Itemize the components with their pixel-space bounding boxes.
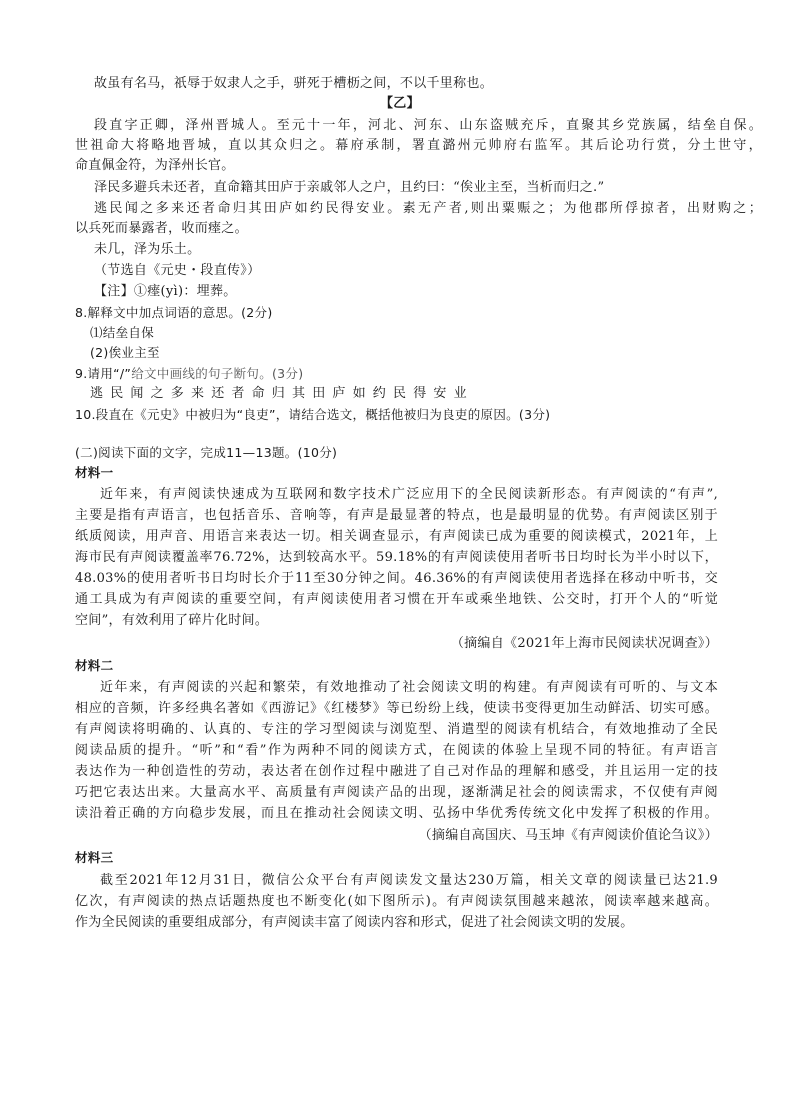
yi-p3-line-1: 逃民闻之多来还者命归其田庐如约民得安业。素无产者,则出粟赈之；为他郡所俘掠者，出财购之； bbox=[94, 201, 762, 216]
material-1-line-5: 48.03%的使用者听书日均时长介于11至30分钟之间。46.36%的有声阅读使用者选择在移动中听书，交 bbox=[75, 571, 718, 586]
material-2-source: （摘编自高国庆、马玉坤《有声阅读价值论刍议》） bbox=[418, 828, 718, 843]
material-1-line-2: 主要是指有声语言，也包括音乐、音响等，有声是最显著的特点，也是最明显的优势。有声阅读区别于 bbox=[75, 508, 718, 523]
q8-item-2: (2)俟业主至 bbox=[90, 345, 160, 360]
yi-p1-line-1: 段直字正卿，泽州晋城人。至元十一年，河北、河东、山东盗贼充斥，直聚其乡党族属，结垒自保。 bbox=[94, 118, 762, 133]
yi-p1-line-3: 命直佩金符，为泽州长官。 bbox=[75, 158, 235, 173]
yi-source: （节选自《元史・段直传》） bbox=[94, 263, 261, 278]
q8-stem: 8.解释文中加点词语的意思。(2分) bbox=[75, 305, 273, 320]
material-1-line-3: 纸质阅读，用声音、用语言来表达一切。相关调查显示，有声阅读已成为重要的阅读模式，2021年，上 bbox=[75, 529, 718, 544]
jia-closing-line: 故虽有名马，祇辱于奴隶人之手，骈死于槽枥之间，不以千里称也。 bbox=[94, 76, 494, 91]
material-2-line-5: 表达作为一种创造性的劳动，表达者在创作过程中融进了自己对作品的理解和感受，并且运用一定的技 bbox=[75, 764, 718, 779]
material-1-line-7: 空间”，有效利用了碎片化时间。 bbox=[75, 613, 269, 628]
yi-note: 【注】①瘗(yì)：埋葬。 bbox=[94, 284, 237, 299]
q9-stem-post: 给文中画线的句子断句。(3分) bbox=[131, 366, 304, 381]
material-3-line-1: 截至2021年12月31日，微信公众平台有声阅读发文量达230万篇，相关文章的阅读量已达21.9 bbox=[100, 873, 718, 888]
q9-stem-pre: 9.请用“/” bbox=[75, 366, 132, 381]
material-1-line-4: 海市民有声阅读覆盖率76.72%，达到较高水平。59.18%的有声阅读使用者听书日均时长为半小时以下， bbox=[75, 550, 718, 565]
yi-p3-line-2: 以兵死而暴露者，收而瘗之。 bbox=[75, 221, 248, 236]
q9-sentence: 逃民闻之多来还者命归其田庐如约民得安业 bbox=[90, 386, 474, 401]
material-1-line-6: 通工具成为有声阅读的重要空间，有声阅读使用者习惯在开车或乘坐地铁、公交时，打开个人的“听觉 bbox=[75, 592, 718, 607]
material-3-line-2: 亿次，有声阅读的热点话题热度也不断变化(如下图所示)。有声阅读氛围越来越浓，阅读率越来越高。 bbox=[75, 894, 718, 909]
material-1-source: （摘编自《2021年上海市民阅读状况调查》） bbox=[450, 636, 718, 651]
yi-p1-line-2: 世祖命大将略地晋城，直以其众归之。幕府承制，署直潞州元帅府右监军。其后论功行赏，分土世守， bbox=[75, 138, 762, 153]
material-2-line-7: 读沿着正确的方向稳步发展，而且在推动社会阅读文明、弘扬中华优秀传统文化中发挥了积极的作用。 bbox=[75, 806, 718, 821]
material-2-line-6: 巧把它表达出来。大量高水平、高质量有声阅读产品的出现，逐渐满足社会的阅读需求，不仅使有声阅 bbox=[75, 785, 718, 800]
yi-p2: 泽民多避兵未还者，直命籍其田庐于亲戚邻人之户，且约曰：“俟业主至，当析而归之.” bbox=[94, 180, 605, 195]
material-2-line-2: 相应的音频，许多经典名著如《西游记》《红楼梦》等已纷纷上线，使读书变得更加生动鲜活、切实可感。 bbox=[75, 701, 718, 716]
material-2-title: 材料二 bbox=[75, 658, 114, 673]
material-3-line-3: 作为全民阅读的重要组成部分，有声阅读丰富了阅读内容和形式，促进了社会阅读文明的发展。 bbox=[75, 915, 634, 930]
section-2-heading: (二)阅读下面的文字，完成11—13题。(10分) bbox=[75, 445, 338, 460]
material-2-line-3: 有声阅读将明确的、认真的、专注的学习型阅读与浏览型、消遣型的阅读有机结合，有效地推动了全民 bbox=[75, 722, 718, 737]
q8-item-1: ⑴结垒自保 bbox=[90, 325, 155, 340]
material-1-line-1: 近年来，有声阅读快速成为互联网和数字技术广泛应用下的全民阅读新形态。有声阅读的“有声”, bbox=[100, 487, 718, 502]
q10-stem: 10.段直在《元史》中被归为“良吏”，请结合选文，概括他被归为良吏的原因。(3分) bbox=[75, 407, 551, 422]
yi-p4: 未几，泽为乐土。 bbox=[94, 242, 201, 257]
yi-heading: 【乙】 bbox=[380, 96, 420, 111]
material-2-line-1: 近年来，有声阅读的兴起和繁荣，有效地推动了社会阅读文明的构建。有声阅读有可听的、与文本 bbox=[100, 680, 718, 695]
q9-stem bbox=[75, 364, 303, 384]
material-2-line-4: 阅读品质的提升。“听”和“看”作为两种不同的阅读方式，在阅读的体验上呈现不同的特征。有声语言 bbox=[75, 743, 718, 758]
material-1-title: 材料一 bbox=[75, 465, 114, 480]
material-3-title: 材料三 bbox=[75, 850, 114, 865]
